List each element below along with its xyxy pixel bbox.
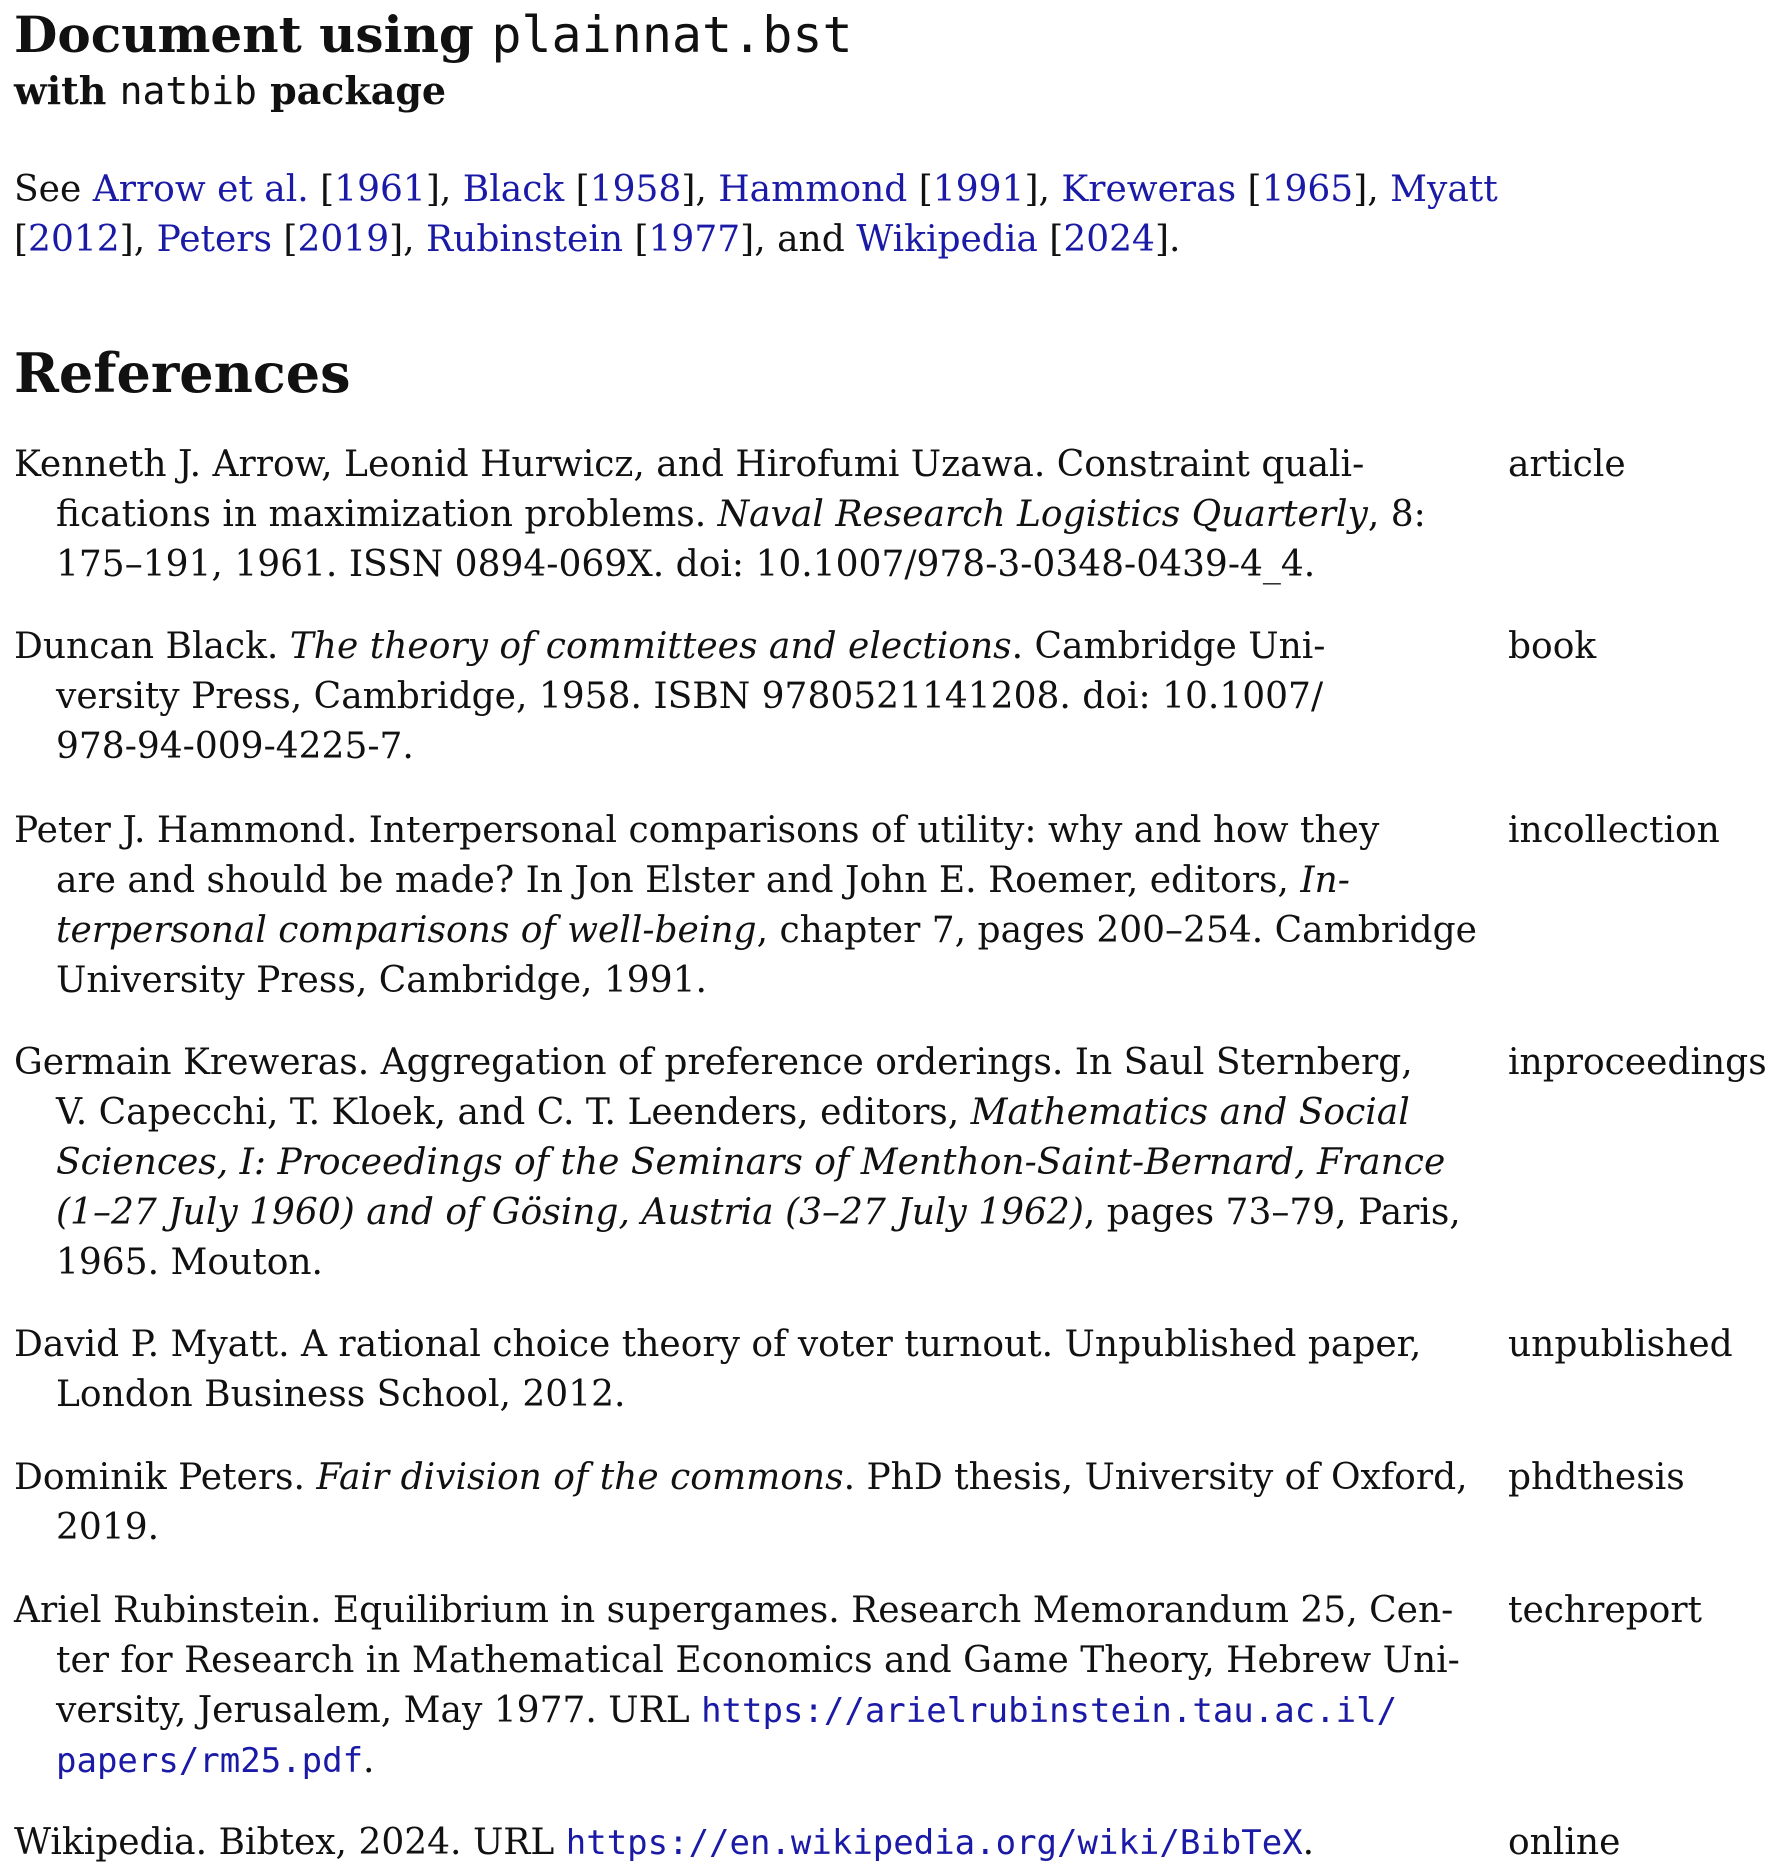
reference-title-italic: (1–27 July 1960) and of Gösing, Austria (3–27 July 1962)	[56, 1192, 1084, 1233]
reference-text-segment: Duncan Black.	[14, 626, 290, 667]
reference-text-segment: Kenneth J. Arrow, Leonid Hurwicz, and Hirofumi Uzawa. Constraint quali-	[14, 444, 1365, 485]
reference-line	[14, 1088, 1474, 1138]
citation-author-link[interactable]: Kreweras	[1061, 169, 1237, 210]
citation-author-link[interactable]: Myatt	[1390, 169, 1498, 210]
reference-line	[14, 856, 1474, 906]
reference-type-label: article	[1508, 444, 1626, 485]
reference-title-italic: Sciences, I: Proceedings of the Seminars of Menthon-Saint-Bernard, France	[56, 1142, 1446, 1183]
reference-line	[14, 956, 1474, 1006]
intro-line-2: [2012], Peters [2019], Rubinstein [1977], and Wikipedia [2024].	[14, 219, 1181, 260]
citation-author-link[interactable]: Hammond	[718, 169, 908, 210]
reference-text	[14, 1038, 1474, 1288]
reference-text-segment: fications in maximization problems.	[56, 494, 718, 535]
reference-text	[14, 622, 1474, 772]
reference-line	[14, 1138, 1474, 1188]
title-text: Document using	[14, 5, 474, 64]
citation-year-link[interactable]: 1991	[932, 169, 1025, 210]
see-label: See	[14, 169, 82, 210]
title-bst-filename: plainnat.bst	[491, 6, 853, 64]
citation-year-link[interactable]: 1965	[1261, 169, 1354, 210]
reference-text-segment: Dominik Peters.	[14, 1457, 317, 1498]
reference-text-segment: 175–191, 1961. ISSN 0894-069X. doi: 10.1007/978-3-0348-0439-4_4.	[56, 544, 1316, 585]
citation-year-link[interactable]: 2019	[297, 219, 390, 260]
citation-author-link[interactable]: Wikipedia	[856, 219, 1038, 260]
reference-line	[14, 1370, 1474, 1420]
reference-line	[14, 1636, 1474, 1686]
reference-line	[14, 672, 1474, 722]
citation-year-link[interactable]: 2024	[1063, 219, 1155, 260]
document-subtitle	[14, 66, 446, 116]
intro-paragraph	[14, 165, 1498, 265]
subtitle-text-a: with	[14, 68, 107, 113]
reference-text-segment: 978-94-009-4225-7.	[56, 726, 414, 767]
reference-line	[14, 1038, 1474, 1088]
references-heading: References	[14, 341, 351, 405]
reference-title-italic: In-	[1300, 860, 1350, 901]
reference-text-segment: 1965. Mouton.	[56, 1242, 323, 1283]
reference-line	[14, 1818, 1474, 1868]
reference-url-link[interactable]: https://en.wikipedia.org/wiki/BibTeX	[565, 1823, 1303, 1863]
reference-text	[14, 1320, 1474, 1420]
reference-type-label: incollection	[1508, 810, 1720, 851]
reference-line	[14, 622, 1474, 672]
reference-line	[14, 1503, 1474, 1553]
reference-text	[14, 1453, 1474, 1553]
reference-text-segment: are and should be made? In Jon Elster and John E. Roemer, editors,	[56, 860, 1301, 901]
citation-year-link[interactable]: 1958	[589, 169, 682, 210]
citation-year-link[interactable]: 1977	[648, 219, 741, 260]
reference-text-segment: University Press, Cambridge, 1991.	[56, 960, 707, 1001]
reference-line	[14, 1238, 1474, 1288]
reference-text-segment: versity Press, Cambridge, 1958. ISBN 9780521141208. doi: 10.1007/	[56, 676, 1324, 717]
reference-text-segment: London Business School, 2012.	[56, 1374, 626, 1415]
reference-text-segment: 2019.	[56, 1507, 160, 1548]
citation-author-link[interactable]: Rubinstein	[426, 219, 624, 260]
reference-text-segment: David P. Myatt. A rational choice theory of voter turnout. Unpublished paper,	[14, 1324, 1422, 1365]
reference-text	[14, 806, 1477, 1006]
reference-line	[14, 906, 1477, 956]
reference-text-segment: ter for Research in Mathematical Economics and Game Theory, Hebrew Uni-	[56, 1640, 1460, 1681]
reference-text-segment: Germain Kreweras. Aggregation of preference orderings. In Saul Sternberg,	[14, 1042, 1413, 1083]
and-text: and	[777, 219, 845, 260]
citation-author-link[interactable]: Peters	[156, 219, 272, 260]
reference-line	[14, 806, 1474, 856]
reference-text-segment: . Cambridge Uni-	[1011, 626, 1326, 667]
reference-text-segment: , 8:	[1367, 494, 1426, 535]
reference-text	[14, 440, 1474, 590]
reference-title-italic: The theory of committees and elections	[289, 626, 1012, 667]
reference-line	[14, 440, 1474, 490]
reference-type-label: online	[1508, 1822, 1621, 1863]
reference-line	[14, 540, 1474, 590]
reference-text-segment: Peter J. Hammond. Interpersonal comparisons of utility: why and how they	[14, 810, 1380, 851]
citation-author-link[interactable]: Arrow et al.	[92, 169, 309, 210]
reference-text	[14, 1818, 1474, 1868]
reference-title-italic: Naval Research Logistics Quarterly	[717, 494, 1368, 535]
reference-line	[14, 1586, 1474, 1636]
reference-text-segment: , chapter 7, pages 200–254. Cambridge	[756, 910, 1477, 951]
reference-line	[14, 722, 1474, 772]
citation-author-link[interactable]: Black	[462, 169, 565, 210]
subtitle-text-b: package	[270, 68, 447, 113]
reference-title-italic: terpersonal comparisons of well-being	[56, 910, 757, 951]
reference-text	[14, 1586, 1474, 1786]
reference-text-segment: Ariel Rubinstein. Equilibrium in supergames. Research Memorandum 25, Cen-	[14, 1590, 1454, 1631]
reference-type-label: phdthesis	[1508, 1457, 1685, 1498]
reference-text-segment: . PhD thesis, University of Oxford,	[843, 1457, 1468, 1498]
reference-type-label: book	[1508, 626, 1597, 667]
citation-year-link[interactable]: 1961	[334, 169, 426, 210]
reference-url-link[interactable]: papers/rm25.pdf	[56, 1741, 364, 1781]
reference-type-label: inproceedings	[1508, 1042, 1767, 1083]
reference-text-segment: , pages 73–79, Paris,	[1083, 1192, 1461, 1233]
intro-line-1: See Arrow et al. [1961], Black [1958], Hammond [1991], Kreweras [1965], Myatt	[14, 169, 1498, 210]
reference-line	[14, 1736, 1474, 1786]
reference-text-segment: .	[1302, 1822, 1315, 1863]
reference-line	[14, 490, 1474, 540]
document-title	[14, 0, 853, 70]
reference-line	[14, 1453, 1474, 1503]
reference-line	[14, 1320, 1474, 1370]
citation-year-link[interactable]: 2012	[28, 219, 120, 260]
reference-line	[14, 1686, 1474, 1736]
subtitle-package-name: natbib	[119, 69, 257, 113]
reference-line	[14, 1188, 1474, 1238]
reference-type-label: unpublished	[1508, 1324, 1733, 1365]
reference-title-italic: Fair division of the commons	[316, 1457, 844, 1498]
reference-text-segment: .	[363, 1740, 375, 1781]
reference-url-link[interactable]: https://arielrubinstein.tau.ac.il/	[701, 1691, 1398, 1731]
reference-title-italic: Mathematics and Social	[970, 1092, 1410, 1133]
reference-text-segment: Wikipedia. Bibtex, 2024. URL	[14, 1822, 566, 1863]
reference-type-label: techreport	[1508, 1590, 1703, 1631]
reference-text-segment: versity, Jerusalem, May 1977. URL	[56, 1690, 702, 1731]
reference-text-segment: V. Capecchi, T. Kloek, and C. T. Leenders, editors,	[56, 1092, 971, 1133]
